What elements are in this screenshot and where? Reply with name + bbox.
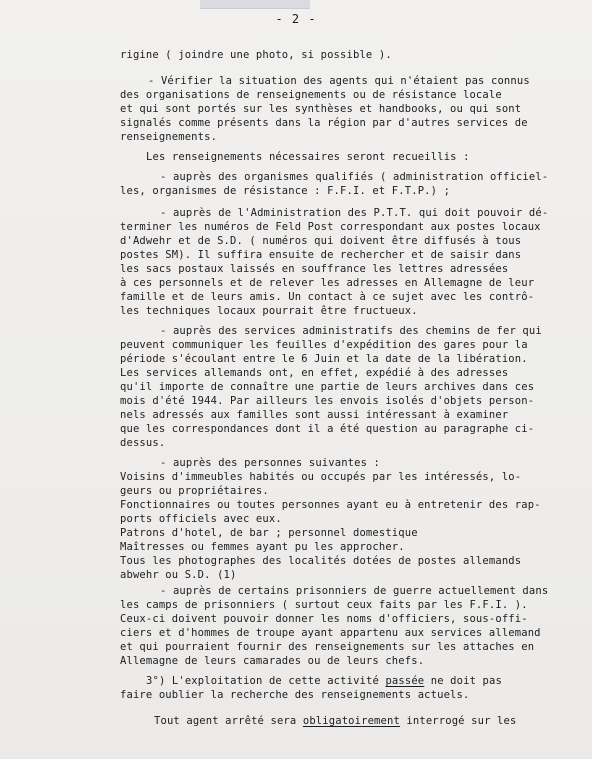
text-line: Les renseignements nécessaires seront recueillis : xyxy=(146,151,470,163)
text-line: période s'écoulant entre le 6 Juin et la date de la libération. xyxy=(120,353,528,365)
text-line: les sacs postaux laissés en souffrance les lettres adressées xyxy=(120,263,509,275)
text-line: rigine ( joindre une photo, si possible ). xyxy=(120,49,392,61)
text-line: famille et de leurs amis. Un contact à ce sujet avec les contrô- xyxy=(120,291,535,303)
text-line: les camps de prisonniers ( surtout ceux faits par les F.F.I. ). xyxy=(120,599,528,611)
text-line: à ces personnels et de relever les adresses en Allemagne de leur xyxy=(120,277,535,289)
text-line: des organisations de renseignements ou de résistance locale xyxy=(120,89,502,101)
text-line: - Vérifier la situation des agents qui n'étaient pas connus xyxy=(148,75,530,87)
text-line: faire oublier la recherche des renseignements actuels. xyxy=(120,689,470,701)
text-line: - auprès des services administratifs des chemins de fer qui xyxy=(160,325,542,337)
text-line: - auprès des personnes suivantes : xyxy=(160,457,381,469)
text-line: - auprès des organismes qualifiés ( administration officiel- xyxy=(160,171,549,183)
text-line: Patrons d'hotel, de bar ; personnel domestique xyxy=(120,527,418,539)
text-line: Tout agent arrêté sera obligatoirement interrogé sur les xyxy=(154,715,517,727)
text-line: renseignements. xyxy=(120,131,218,143)
paper-tab xyxy=(200,0,310,9)
text-line: Maîtresses ou femmes ayant pu les approcher. xyxy=(120,541,405,553)
text-line: Allemagne de leurs camarades ou de leurs chefs. xyxy=(120,655,425,667)
text-line: Tous les photographes des localités dotées de postes allemands xyxy=(120,555,522,567)
text-line: les techniques locaux pourrait être fructueux. xyxy=(120,305,418,317)
text-line: 3°) L'exploitation de cette activité passée ne doit pas xyxy=(146,675,502,687)
text-line: que les correspondances dont il a été question au paragraphe ci- xyxy=(120,423,535,435)
text-line: ports officiels avec eux. xyxy=(120,513,282,525)
page-number: - 2 - xyxy=(275,12,317,26)
text-line: abwehr ou S.D. (1) xyxy=(120,569,237,581)
underlined-word: obligatoirement xyxy=(302,715,400,727)
text-line: postes SM). Il suffira ensuite de rechercher et de saisir dans xyxy=(120,249,522,261)
text-line: Fonctionnaires ou toutes personnes ayant eu à entretenir des rap- xyxy=(120,499,541,511)
text-line: terminer les numéros de Feld Post correspondant aux postes locaux xyxy=(120,221,541,233)
text-line: nels adressés aux familles sont aussi intéressant à examiner xyxy=(120,409,509,421)
text-line: - auprès de certains prisonniers de guerre actuellement dans xyxy=(160,585,549,597)
text-line: Les services allemands ont, en effet, expédié à des adresses xyxy=(120,367,509,379)
text-line: les, organismes de résistance : F.F.I. et F.T.P.) ; xyxy=(120,185,451,197)
text-line: mois d'été 1944. Par ailleurs les envois isolés d'objets person- xyxy=(120,395,535,407)
text-line: ciers et d'hommes de troupe ayant appartenu aux services allemand xyxy=(120,627,541,639)
text-line: Voisins d'immeubles habités ou occupés par les intéressés, lo- xyxy=(120,471,522,483)
text-line: et qui pourraient fournir des renseignements sur les attaches en xyxy=(120,641,535,653)
text-line: - auprès de l'Administration des P.T.T. qui doit pouvoir dé- xyxy=(160,207,549,219)
text-line: d'Adwehr et de S.D. ( numéros qui doivent être diffusés à tous xyxy=(120,235,522,247)
text-line: geurs ou propriétaires. xyxy=(120,485,269,497)
text-line: qu'il importe de connaître une partie de leurs archives dans ces xyxy=(120,381,535,393)
text-line: signalés comme présents dans la région par d'autres services de xyxy=(120,117,528,129)
text-line: et qui sont portés sur les synthèses et handbooks, ou qui sont xyxy=(120,103,522,115)
text-line: peuvent communiquer les feuilles d'expédition des gares pour la xyxy=(120,339,528,351)
text-line: Ceux-ci doivent pouvoir donner les noms d'officiers, sous-offi- xyxy=(120,613,528,625)
text-line: dessus. xyxy=(120,437,166,449)
underlined-word: passée xyxy=(385,675,425,687)
